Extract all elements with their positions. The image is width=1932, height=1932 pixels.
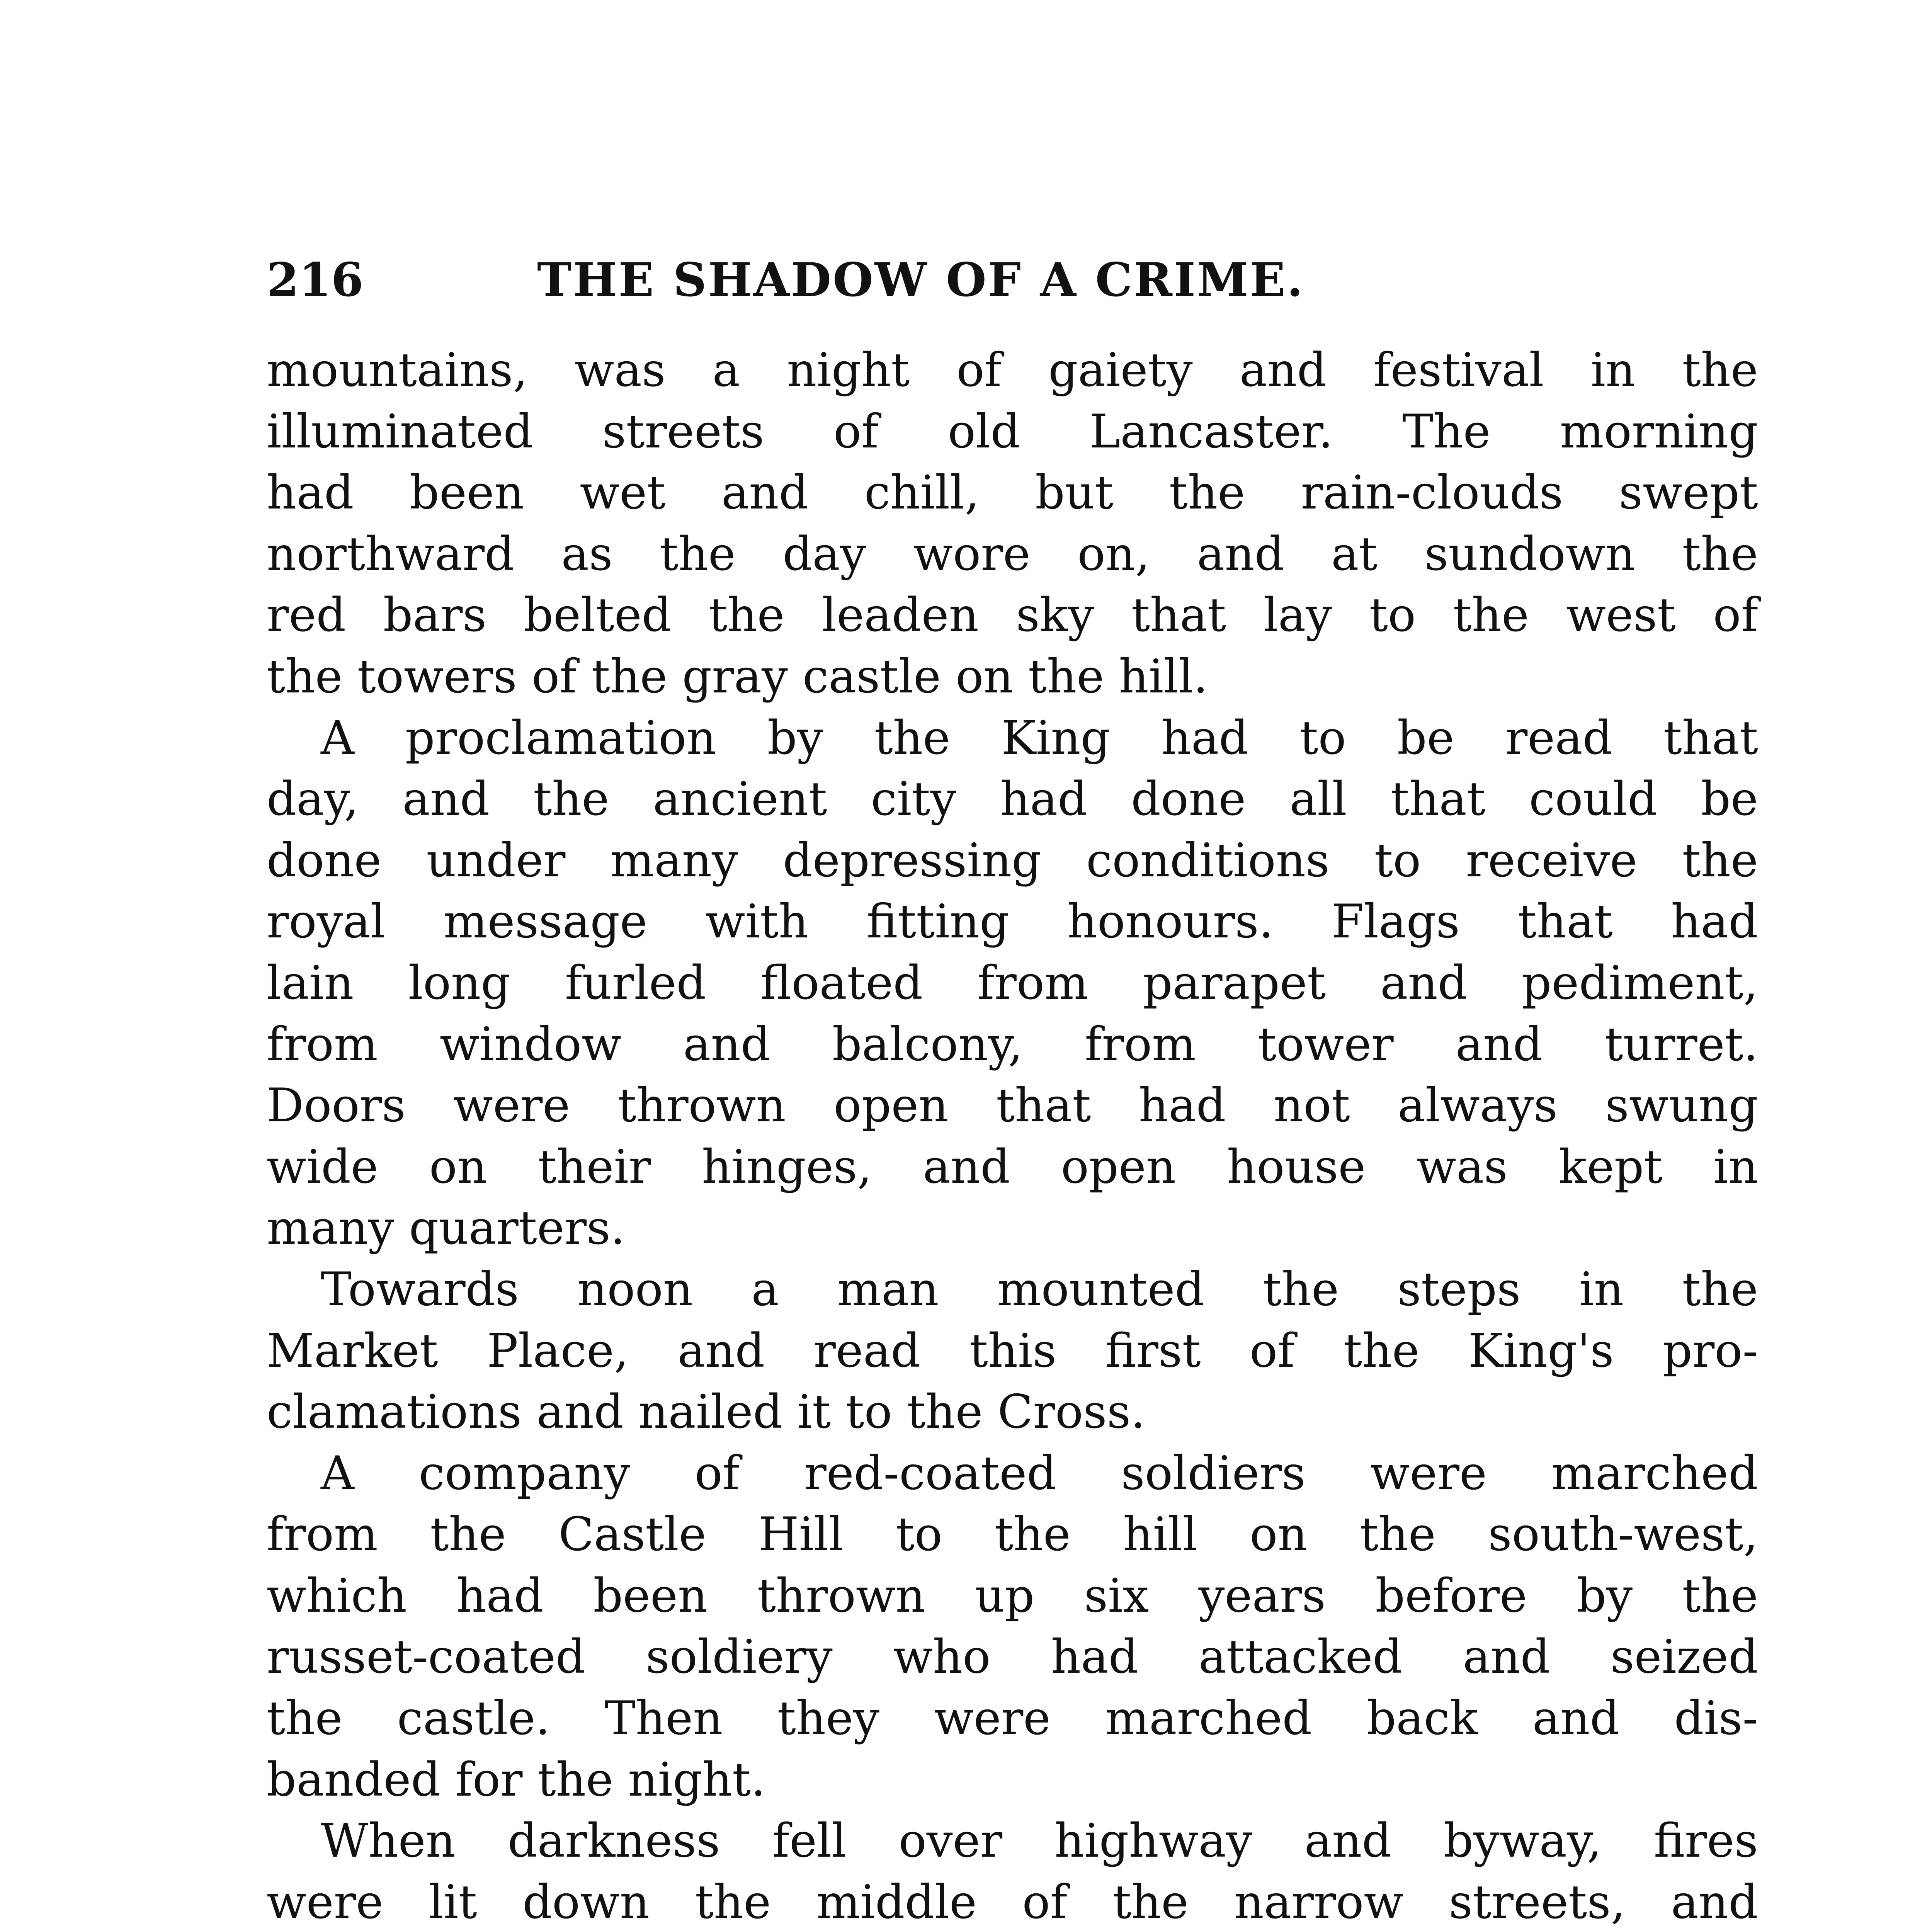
text-line: A company of red-coated soldiers were marched xyxy=(321,1446,1758,1500)
text-line: Towards noon a man mounted the steps in the xyxy=(321,1262,1758,1316)
text-line: wide on their hinges, and open house was kept in xyxy=(267,1140,1758,1194)
text-line: When darkness fell over highway and byway, fires xyxy=(321,1814,1758,1868)
text-line: day, and the ancient city had done all that could be xyxy=(267,772,1758,827)
running-header xyxy=(267,247,1758,321)
text-line: many quarters. xyxy=(267,1201,625,1255)
text-line: A proclamation by the King had to be read that xyxy=(321,711,1758,765)
text-line: Market Place, and read this first of the King's pro- xyxy=(267,1324,1758,1378)
text-line: clamations and nailed it to the Cross. xyxy=(267,1385,1146,1439)
text-line: russet-coated soldiery who had attacked and seized xyxy=(267,1630,1758,1684)
text-line: from window and balcony, from tower and turret. xyxy=(267,1017,1758,1071)
text-line: banded for the night. xyxy=(267,1753,766,1807)
text-line: royal message with fitting honours. Flags that had xyxy=(267,895,1758,949)
text-line: the castle. Then they were marched back and dis- xyxy=(267,1692,1758,1746)
text-line: illuminated streets of old Lancaster. The morning xyxy=(267,405,1758,459)
text-line: were lit down the middle of the narrow streets, and xyxy=(267,1875,1758,1929)
text-line: lain long furled floated from parapet and pediment, xyxy=(267,956,1758,1010)
running-title: THE SHADOW OF A CRIME. xyxy=(537,253,1305,307)
text-line: mountains, was a night of gaiety and festival in the xyxy=(267,344,1758,397)
text-line: from the Castle Hill to the hill on the south-west, xyxy=(267,1508,1758,1562)
text-line: red bars belted the leaden sky that lay to the west of xyxy=(267,588,1758,643)
text-line: the towers of the gray castle on the hill. xyxy=(267,650,1208,704)
page-number: 216 xyxy=(267,253,364,307)
text-line: which had been thrown up six years before by the xyxy=(267,1569,1758,1623)
body-text xyxy=(267,340,1758,1932)
text-line: northward as the day wore on, and at sundown the xyxy=(267,527,1758,581)
text-line: Doors were thrown open that had not always swung xyxy=(267,1079,1758,1133)
text-line: had been wet and chill, but the rain-clouds swept xyxy=(267,466,1758,520)
text-line: done under many depressing conditions to receive the xyxy=(267,833,1758,888)
